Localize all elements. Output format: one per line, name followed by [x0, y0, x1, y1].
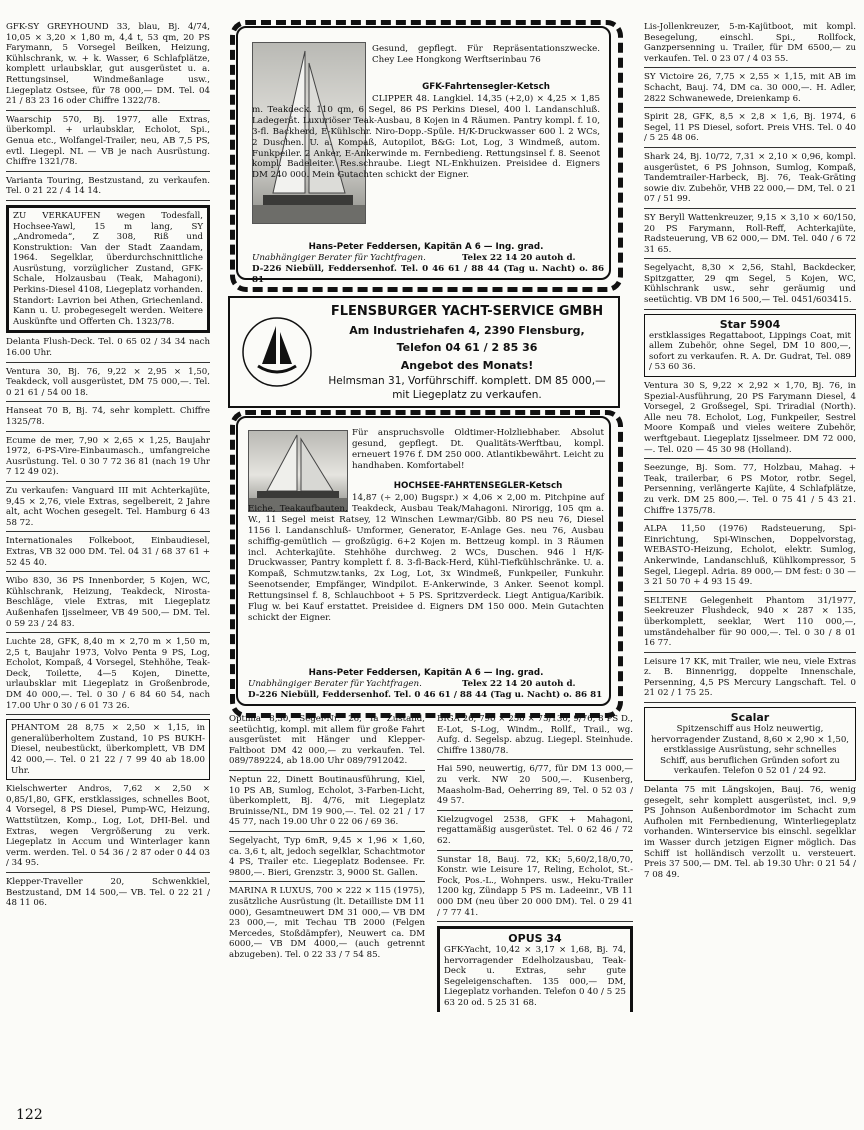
ad-clipper-48	[236, 26, 611, 285]
classified-ad: Leisure 17 KK, mit Trailer, wie neu, viele Extras z. B. Binnenrigg, doppelte Innenschale, Persenning, 4,5 PS Mercury Langschaft. Tel. 0 21 02 / 1 75 25.	[644, 657, 856, 703]
boxed-ad-phantom: PHANTOM 28 8,75 × 2,50 × 1,15, in generalüberholtem Zustand, 10 PS BUKH-Diesel, neubestückt, überkomplett, VB DM 42 000,—. Tel. 0 21 22 / 7 99 40 ab 18.00 Uhr.	[6, 719, 210, 780]
advertiser-role: Unabhängiger Berater für Yachtfragen.	[252, 253, 426, 263]
ad-text: erstklassiges Regattaboot, Lippings Coat, mit allem Zubehör, ohne Segel, DM 10 800,—, sofort zu verkaufen. R. A. Dr. Gudrat, Tel. 089 / 53 60 36.	[649, 330, 851, 373]
classified-ad: SELTENE Gelegenheit Phantom 31/1977, Seekreuzer Flushdeck, 940 × 287 × 135, überkomplett, seeklar, Wert 110 000,—, umständehalber für 90 000,—. Tel. 0 30 / 8 01 16 77.	[644, 596, 856, 653]
classified-ad: Optima 8,30, Segel-Nr. 26, Ia Zustand, seetüchtig, kompl. mit allem für große Fahrt ausgerüstet mit Hänger und Klepper-Faltboot DM 42 000,— zu verkaufen. Tel. 089/789224, ab 18.00 Uhr 089/7912042.	[229, 714, 425, 771]
classified-ad: SY Victoire 26, 7,75 × 2,55 × 1,15, mit AB im Schacht, Bauj. 74, DM ca. 30 000,—. H. Adler, 2822 Schwanewede, Dreienkamp 6.	[644, 72, 856, 108]
boxed-ad-opus-34	[437, 926, 633, 1012]
company-phone: Telefon 04 61 / 2 85 36	[396, 341, 538, 354]
classified-ad: Internationales Folkeboot, Einbaudiesel, Extras, VB 32 000 DM. Tel. 04 31 / 68 37 61 + 52 45 40.	[6, 536, 210, 572]
classified-ad: Delanta Flush-Deck. Tel. 0 65 02 / 34 34 nach 16.00 Uhr.	[6, 337, 210, 362]
classified-ad: Spirit 28, GFK, 8,5 × 2,8 × 1,6, Bj. 1974, 6 Segel, 11 PS Diesel, sofort. Preis VHS. Tel. 0 40 / 5 25 48 06.	[644, 112, 856, 148]
classified-ad: Ecume de mer, 7,90 × 2,65 × 1,25, Baujahr 1972, 6-PS-Vire-Einbaumasch., umfangreiche Ausrüstung. Tel. 0 30 7 72 36 81 (nach 19 Uhr 7 12 49 02).	[6, 436, 210, 482]
boxed-ad-andromeda: ZU VERKAUFEN wegen Todesfall, Hochsee-Yawl, 15 m lang, SY „Andromeda“, Z 308, Riß und Konstruktion: Van der Stadt Zaandam, 1964. Segelklar, überdurchschnittliche Ausrüstung, vorzüglicher Zustand, GFK-Schale, Holzausbau (Teak, Mahagoni), Perkins-Diesel 4108, Liegeplatz vorhanden. Standort: Lavrion bei Athen, Griechenland. Kann u. U. probegesegelt werden. Weitere Auskünfte und Offerten Ch. 1323/78.	[6, 205, 210, 334]
classified-ad: Wibo 830, 36 PS Innenborder, 5 Kojen, WC, Kühlschrank, Heizung, Teakdeck, Nirosta-Beschläge, viele Extras, mit Liegeplatz Außenhafen Ijsselmeer, VB 49 500,— DM. Tel. 0 59 23 / 24 83.	[6, 576, 210, 633]
classified-ad: SY Beryll Wattenkreuzer, 9,15 × 3,10 × 60/150, 20 PS Farymann, Roll-Reff, Achterkajüte, Radsteuerung, VB 62 000,— DM. Tel. 040 / 6 72 31 65.	[644, 213, 856, 259]
offer-title: Angebot des Monats!	[400, 359, 534, 372]
ad-title: Scalar	[730, 711, 770, 725]
advertiser-role: Unabhängiger Berater für Yachtfragen.	[248, 679, 422, 689]
page-number: 122	[16, 1107, 43, 1123]
classified-ad: Zu verkaufen: Vanguard III mit Achterkajüte, 9,45 × 2,76, viele Extras, segelbereit, 2 Jahre alt, acht Wochen gesegelt. Tel. Hamburg 6 43 58 72.	[6, 486, 210, 532]
boxed-ad-scalar	[644, 707, 856, 781]
classified-ad: Hanseat 70 B, Bj. 74, sehr komplett. Chiffre 1325/78.	[6, 406, 210, 431]
company-address: Am Industriehafen 4, 2390 Flensburg,	[349, 324, 585, 337]
boxed-ad-star	[644, 314, 856, 377]
advertiser-telex: Telex 22 14 20 autoh d.	[462, 253, 576, 263]
ad-text-top: Für anspruchsvolle Oldtimer-Holzliebhaber. Absolut gesund, gepflegt. Dt. Qualitäts-Werftbau, kompl. erneuert 1976 f. DM 250 000. Atlantikbewährt. Leicht zu handhaben. Komfortabel!	[352, 428, 604, 471]
classified-ad: ALPA 11,50 (1976) Radsteuerung, Spi-Einrichtung, Spi-Winschen, Doppelvorstag, WEBASTO-Heizung, Echolot, elektr. Sumlog, Ankerwinde, Landanschluß, Kühlkompressor, 5 Segel, Liegepl. Adria. 89 000,— DM fest: 0 30 — 3 21 50 70 + 4 93 15 49.	[644, 524, 856, 592]
classified-ad: BIGA 26, 790 × 250 × 75/130, 9/76, 8 PS D., E-Lot, S-Log, Windm., Rollf., Trail., wg. Aufg. d. Segelsp. abzug. Liegepl. Steinhude. Chiffre 1380/78.	[437, 714, 633, 760]
column-2-bottom	[229, 714, 425, 967]
classified-ad: Neptun 22, Dinett Boutinausführung, Kiel, 10 PS AB, Sumlog, Echolot, 3-Farben-Licht, überkomplett, Bj. 4/76, mit Liegeplatz Bruinisse/NL, DM 19 900,—. Tel. 02 21 / 17 45 77, nach 19.00 Uhr 0 22 06 / 69 36.	[229, 775, 425, 832]
classified-ad: Segelyacht, 8,30 × 2,56, Stahl, Backdecker, Spitzgatter, 29 qm Segel, 5 Kojen, WC, Kühlschrank usw., sehr geräumig und seetüchtig. VB DM 16 500,— Tel. 0451/603415.	[644, 263, 856, 309]
offer-line: mit Liegeplatz zu verkaufen.	[392, 389, 542, 401]
classified-ad: GFK-SY GREYHOUND 33, blau, Bj. 4/74, 10,05 × 3,20 × 1,80 m, 4,4 t, 53 qm, 20 PS Farymann, 5 Vorsegel Beilken, Heizung, Kühlschrank, w. + k. Wasser, 6 Schlafplätze, komplett urlaubsklar, gut ausgerüstet u. a. Rettungsinsel, Windmeßanlage usw., Liegeplatz Ostsee, für 78 000,— DM. Tel. 04 21 / 83 23 16 oder Chiffre 1322/78.	[6, 22, 210, 111]
company-title: FLENSBURGER YACHT-SERVICE GMBH	[330, 304, 604, 319]
ad-flensburger-yacht-service	[228, 296, 620, 408]
advertiser-telex: Telex 22 14 20 autoh d.	[462, 679, 576, 689]
ad-heading: GFK-Fahrtensegler-Ketsch	[422, 82, 550, 92]
classified-ad: Shark 24, Bj. 10/72, 7,31 × 2,10 × 0,96, kompl. ausgerüstet, 6 PS Johnson, Sumlog, Kompaß, Tandemtrailer-Harbeck, Bj. 76, Teak-Gräting sowie div. Zubehör, VHB 22 000,— DM, Tel. 0 21 07 / 51 99.	[644, 152, 856, 209]
column-1	[6, 22, 210, 916]
classified-ad: Waarschip 570, Bj. 1977, alle Extras, überkompl. + urlaubsklar, Echolot, Spi., Genua etc., Wolfangel-Trailer, neu, AB 7,5 PS, evtl. Liegepl. NL — VB je nach Ausrüstung. Chiffre 1321/78.	[6, 115, 210, 172]
ad-title: OPUS 34	[508, 932, 562, 946]
advertiser-name: Hans-Peter Feddersen, Kapitän A 6 — Ing. grad.	[308, 668, 544, 678]
column-4	[644, 22, 856, 887]
advertiser-address: D-226 Niebüll, Feddersenhof. Tel. 0 46 61 / 88 44 (Tag u. Nacht) o. 86 81	[252, 264, 604, 285]
classified-ad: Kielzugvogel 2538, GFK + Mahagoni, regattamäßig ausgerüstet. Tel. 0 62 46 / 72 62.	[437, 815, 633, 851]
classified-ad: Sunstar 18, Bauj. 72, KK; 5,60/2,18/0,70, Konstr. wie Leisure 17, Reling, Echolot, St.-Fock, Pos.-L., Wohnpers. usw., Heku-Trailer 1200 kg, Zündapp 5 PS m. Ladeeinr., VB 11 000 DM (neu über 20 000 DM). Tel. 0 29 41 / 7 77 41.	[437, 855, 633, 923]
ad-text: GFK-Yacht, 10,42 × 3,17 × 1,68, Bj. 74, hervorragender Edelholzausbau, Teak-Deck u. Extras, sehr gute Segeleigenschaften. 135 000,— DM, Liegeplatz vorhanden. Telefon 0 40 / 5 25 63 20 od. 5 25 31 68.	[444, 945, 626, 1009]
classified-ad: Hai 590, neuwertig, 6/77, für DM 13 000,— zu verk. NW 20 500,—. Kusenberg, Maasholm-Bad, Oeherring 89, Tel. 0 52 03 / 49 57.	[437, 764, 633, 810]
logo-icon	[236, 312, 318, 392]
classified-ad: Luchte 28, GFK, 8,40 m × 2,70 m × 1,50 m, 2,5 t, Baujahr 1973, Volvo Penta 9 PS, Log, Echolot, Kompaß, 4 Vorsegel, Stehhöhe, Teak-Deck, Toilette, 4—5 Kojen, Dinette, urlaubsklar mit Liegeplatz in Großenbrode, DM 40 000,—. Tel. 0 30 / 6 84 60 54, nach 17.00 Uhr 0 30 / 6 01 73 26.	[6, 637, 210, 715]
classified-ad: Seezunge, Bj. Som. 77, Holzbau, Mahag. + Teak, trailerbar, 6 PS Motor, rotbr. Segel, Persenning, verlängerte Kajüte, 4 Schlafplätze, zu verk. DM 25 800,—. Tel. 0 75 41 / 5 43 21. Chiffre 1375/78.	[644, 463, 856, 520]
classified-ad: Klepper-Traveller 20, Schwenkkiel, Bestzustand, DM 14 500,— VB. Tel. 0 22 21 / 48 11 06.	[6, 876, 210, 909]
classified-ad: MARINA R LUXUS, 700 × 222 × 115 (1975), zusätzliche Ausrüstung (lt. Detailliste DM 11 000), Gesamtneuwert DM 31 000,— VB DM 23 000,—, mit Techau TB 2000 (Felgen Mercedes, Stoßdämpfer), Neuwert ca. DM 6000,— VB DM 4000,— (auch getrennt abzugeben). Tel. 0 22 33 / 7 54 85.	[229, 886, 425, 960]
ad-main-text: CLIPPER 48. Langkiel. 14,35 (+2,0) × 4,25 × 1,85 m. Teakdeck. 110 qm, 6 Segel, 86 PS Perkins Diesel, 400 l. Landanschluß. Ladegerät. Luxuriöser Teak-Ausbau, 8 Kojen in 4 Räumen. Pantry kompl. f. 10, 3-fl. Backherd, E-Kühlschr. Niro-Dopp.-Spüle. H/K-Druckwasser 600 l. 2 WCs, 2 Duschen. U. a. Kompaß, Autopilot, B&G: Lot, Log, 3 Windmeß, autom. Funkpeiler. 2 Anker, E-Ankerwinde m. Fernbedieng. Rettungsinsel f. 8. Seenot kompl. Badeleiter. Res.schraube. Liegt NL-Enkhuizen. Preisidee d. Eigners DM 240 000. Mein Gutachten schickt der Eigner.	[252, 94, 600, 181]
classified-ad: Segelyacht, Typ 6mR, 9,45 × 1,96 × 1,60, ca. 3,6 t, alt, jedoch segelklar, Schachtmotor 4 PS, Trailer etc. Liegeplatz Bodensee. Fr. 9800,—. Bieri, Grenzstr. 3, 9000 St. Gallen.	[229, 836, 425, 882]
classified-ad: Ventura 30 S, 9,22 × 2,92 × 1,70, Bj. 76, in Spezial-Ausführung, 20 PS Farymann Diesel, 4 Vorsegel, 2 Großsegel, Spi. Triradial (North). Alle neu 78. Echolot, Log, Funkpeiler, Sestrel Moore Kompaß und vieles weitere Zubehör, werftgebaut. Liegeplatz Ijsselmeer. DM 72 000,—. Tel. 020 — 45 30 98 (Holland).	[644, 381, 856, 459]
classified-ad: Delanta 75 mit Längskojen, Bauj. 76, wenig gesegelt, sehr komplett ausgerüstet, incl. 9,9 PS Johnson Außenbordmotor im Schacht zum Aufholen mit Fernbedienung, Winterliegeplatz vorhanden. Winterservice bis einschl. segelklar im Wasser durch jetzigen Eigner möglich. Das Schiff ist holländisch verzollt u. versteuert. Preis 37 500,— DM. Tel. ab 19.30 Uhr: 0 21 54 / 7 08 49.	[644, 785, 856, 880]
ad-title: Star 5904	[719, 317, 781, 331]
column-3-bottom	[437, 714, 633, 1016]
classified-ad: Lis-Jollenkreuzer, 5-m-Kajütboot, mit kompl. Besegelung, einschl. Spi., Rollfock, Ganzpersenning u. Trailer, für DM 6500,— zu verkaufen. Tel. 0 23 07 / 4 03 55.	[644, 22, 856, 68]
advertiser-name: Hans-Peter Feddersen, Kapitän A 6 — Ing. grad.	[308, 242, 544, 252]
ad-text: Spitzenschiff aus Holz neuwertig, hervorragender Zustand, 8,60 × 2,90 × 1,50, erstklassige Ausrüstung, sehr schnelles Schiff, aus beruflichen Gründen sofort zu verkaufen. Telefon 0 52 01 / 24 92.	[650, 724, 850, 777]
classified-ad: Kielschwerter Andros, 7,62 × 2,50 × 0,85/1,80, GFK, erstklassiges, schnelles Boot, 4 Vorsegel, 8 PS Diesel, Pump-WC, Heizung, Wattstützen, Komp., Log, Lot, DHI-Bel. und Extras, wegen Vergrößerung zu verk. Liegeplatz in Accum und Winterlager kann verm. werden. Tel. 0 54 36 / 2 87 oder 0 44 03 / 34 95.	[6, 784, 210, 873]
classified-ad: Ventura 30, Bj. 76, 9,22 × 2,95 × 1,50, Teakdeck, voll ausgerüstet, DM 75 000,—. Tel. 0 21 61 / 54 00 18.	[6, 367, 210, 403]
ad-text-top: Gesund, gepflegt. Für Repräsentationszwecke. Chey Lee Hongkong Werftserinbau 76	[372, 44, 600, 65]
ad-heading: HOCHSEE-FAHRTENSEGLER-Ketsch	[393, 481, 563, 491]
ad-main-text: 14,87 (÷ 2,00) Bugspr.) × 4,06 × 2,00 m. Pitchpine auf Eiche, Teakaufbauten, Teakdeck, Ausbau Teak/Mahagoni. Nirorigg, 105 qm a. W., 11 Segel meist Ratsey, 12 Winschen Lewmar/Gibb. 80 PS neu 76, Diesel 1156 l. Landanschluß- Umformer, Generator, E-Anlage Ges. neu 76, Ausbau schiffig-gemütlich — großzügig. 6+2 Kojen m. Bettzeug kompl. in 3 Räumen incl. Achterkajüte. Stehhöhe durchweg. 2 WCs, Duschen. 946 l H/K-Druckwasser, Pantry komplett f. 8. 3-fl-Back-Herd, Kühl-Tiefkühlschränke. U. a. Kompaß, Schmutzw.tanks, 2x Log, Lot, 3x Windmeß, Funkpeiler, Funkuhr. Seenotsender, Empfänger, Windpilot. E-Ankerwinde, 3 Anker. Seenot kompl. Rettungsinsel f. 8, Schlauchboot + 5 PS. Spritzverdeck. Liegt Antigua/Karibik. Flug w. bei Kauf erstattet. Preisidee d. Eigners DM 150 000. Mein Gutachten schickt der Eigner.	[248, 493, 604, 623]
classified-ad: Varianta Touring, Bestzustand, zu verkaufen. Tel. 0 21 22 / 4 14 14.	[6, 176, 210, 201]
ad-hochsee-ketsch	[236, 416, 611, 706]
advertiser-address: D-226 Niebüll, Feddersenhof. Tel. 0 46 61 / 88 44 (Tag u. Nacht) o. 86 81	[248, 690, 603, 700]
offer-line: Helmsman 31, Vorführschiff. komplett. DM 85 000,—	[328, 375, 606, 387]
